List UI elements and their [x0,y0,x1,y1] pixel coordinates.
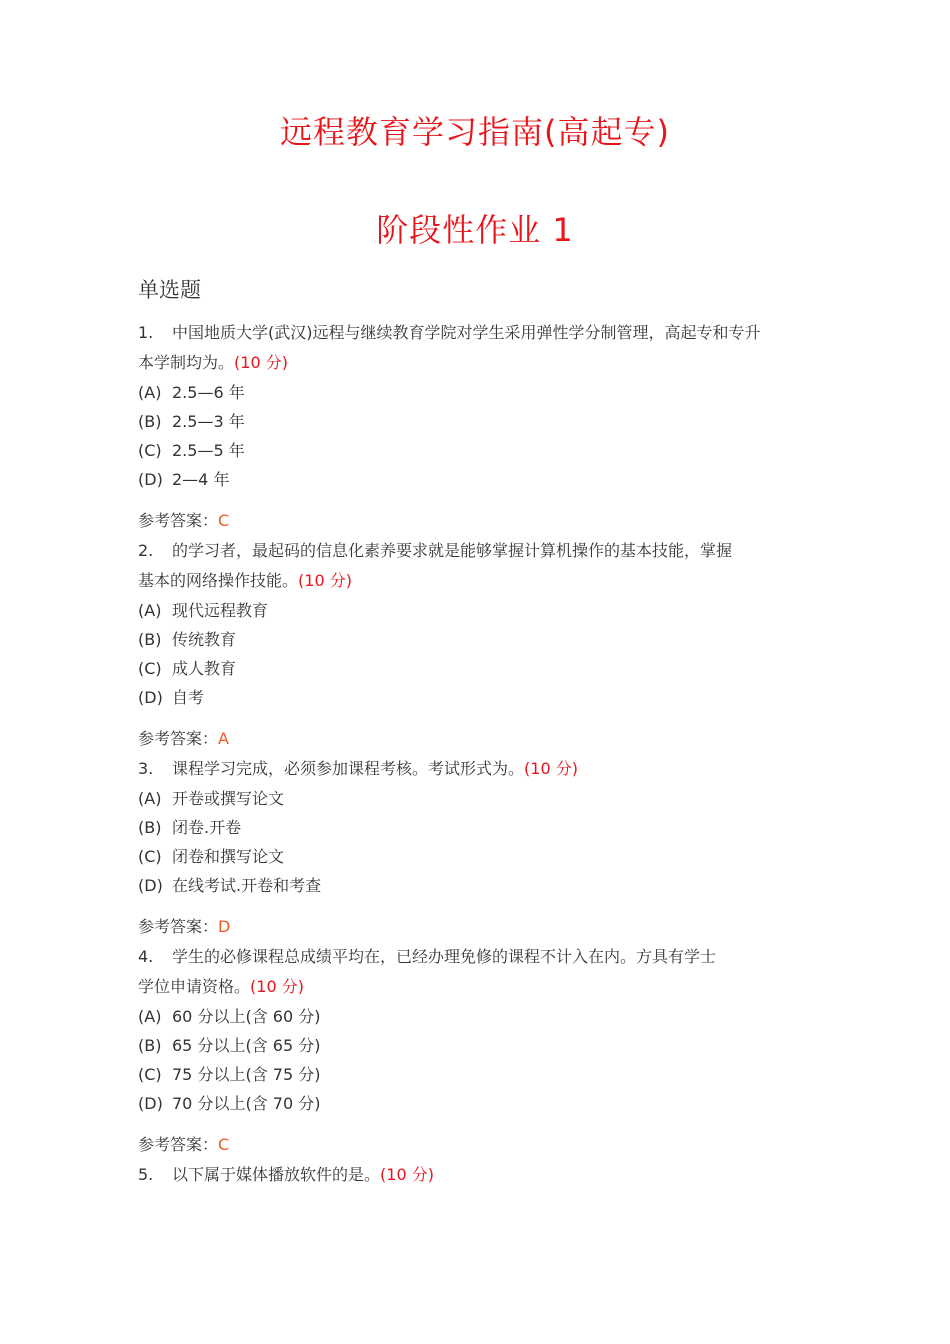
question-block [138,318,818,536]
option-item [138,654,818,683]
option-item [138,842,818,871]
option-text: 自考 [172,688,205,707]
option-text: 2—4 年 [172,470,230,489]
option-key: (B) [138,412,162,431]
option-text: 在线考试.开卷和考查 [172,876,322,895]
answer-label: 参考答案： [138,917,219,936]
question-block [138,536,818,754]
question-text: 学位申请资格。 [138,977,251,996]
option-key: (A) [138,789,162,808]
document-subtitle: 阶段性作业 1 [376,211,574,249]
option-item [138,1060,818,1089]
question-line [138,754,818,784]
question-list [138,318,818,1190]
question-points: (10 分) [524,759,578,778]
question-line [138,566,818,596]
question-line [138,318,818,348]
question-line [138,348,818,378]
question-number: 2. [138,541,154,560]
option-text: 75 分以上(含 75 分) [172,1065,321,1084]
option-text: 2.5—3 年 [172,412,245,431]
option-key: (A) [138,1007,162,1026]
option-text: 开卷或撰写论文 [172,789,285,808]
option-key: (B) [138,630,162,649]
answer-label: 参考答案： [138,729,219,748]
question-block [138,754,818,942]
answer-value: C [218,1135,230,1154]
option-key: (D) [138,1094,163,1113]
question-line [138,536,818,566]
section-heading: 单选题 [138,278,201,302]
option-key: (D) [138,876,163,895]
reference-answer [138,506,818,536]
question-line [138,1160,818,1190]
question-text: 中国地质大学(武汉)远程与继续教育学院对学生采用弹性学分制管理，高起专和专升 [172,323,761,342]
option-text: 闭卷和撰写论文 [172,847,285,866]
answer-label: 参考答案： [138,511,219,530]
question-text: 学生的必修课程总成绩平均在，已经办理免修的课程不计入在内。方具有学士 [172,947,717,966]
question-text: 以下属于媒体播放软件的是。 [172,1165,381,1184]
option-item [138,1089,818,1118]
option-text: 65 分以上(含 65 分) [172,1036,321,1055]
option-text: 闭卷.开卷 [172,818,242,837]
option-key: (C) [138,847,162,866]
question-points: (10 分) [250,977,304,996]
option-text: 传统教育 [172,630,237,649]
option-key: (D) [138,688,163,707]
answer-value: D [218,917,231,936]
option-key: (A) [138,383,162,402]
option-text: 现代远程教育 [172,601,269,620]
option-item [138,1031,818,1060]
question-number: 5. [138,1165,154,1184]
question-block [138,1160,818,1190]
option-item [138,596,818,625]
question-points: (10 分) [380,1165,434,1184]
option-item [138,465,818,494]
option-key: (C) [138,1065,162,1084]
option-text: 2.5—5 年 [172,441,245,460]
question-block [138,942,818,1160]
answer-label: 参考答案： [138,1135,219,1154]
answer-value: A [218,729,229,748]
option-text: 成人教育 [172,659,237,678]
option-key: (A) [138,601,162,620]
answer-value: C [218,511,230,530]
option-text: 70 分以上(含 70 分) [172,1094,321,1113]
option-item [138,1002,818,1031]
option-key: (B) [138,818,162,837]
question-line [138,972,818,1002]
option-text: 60 分以上(含 60 分) [172,1007,321,1026]
question-line [138,942,818,972]
question-number: 3. [138,759,154,778]
reference-answer [138,724,818,754]
option-key: (C) [138,659,162,678]
question-number: 1. [138,323,154,342]
option-key: (C) [138,441,162,460]
option-item [138,813,818,842]
option-item [138,625,818,654]
question-points: (10 分) [234,353,288,372]
question-number: 4. [138,947,154,966]
option-item [138,436,818,465]
question-text: 的学习者，最起码的信息化素养要求就是能够掌握计算机操作的基本技能，掌握 [172,541,733,560]
option-item [138,683,818,712]
question-text: 基本的网络操作技能。 [138,571,299,590]
option-key: (D) [138,470,163,489]
option-item [138,871,818,900]
option-key: (B) [138,1036,162,1055]
document-title: 远程教育学习指南(高起专) [280,113,670,151]
option-text: 2.5—6 年 [172,383,245,402]
option-item [138,784,818,813]
option-item [138,407,818,436]
option-item [138,378,818,407]
reference-answer [138,1130,818,1160]
question-points: (10 分) [298,571,352,590]
question-text: 课程学习完成，必须参加课程考核。考试形式为。 [172,759,525,778]
question-text: 本学制均为。 [138,353,235,372]
reference-answer [138,912,818,942]
